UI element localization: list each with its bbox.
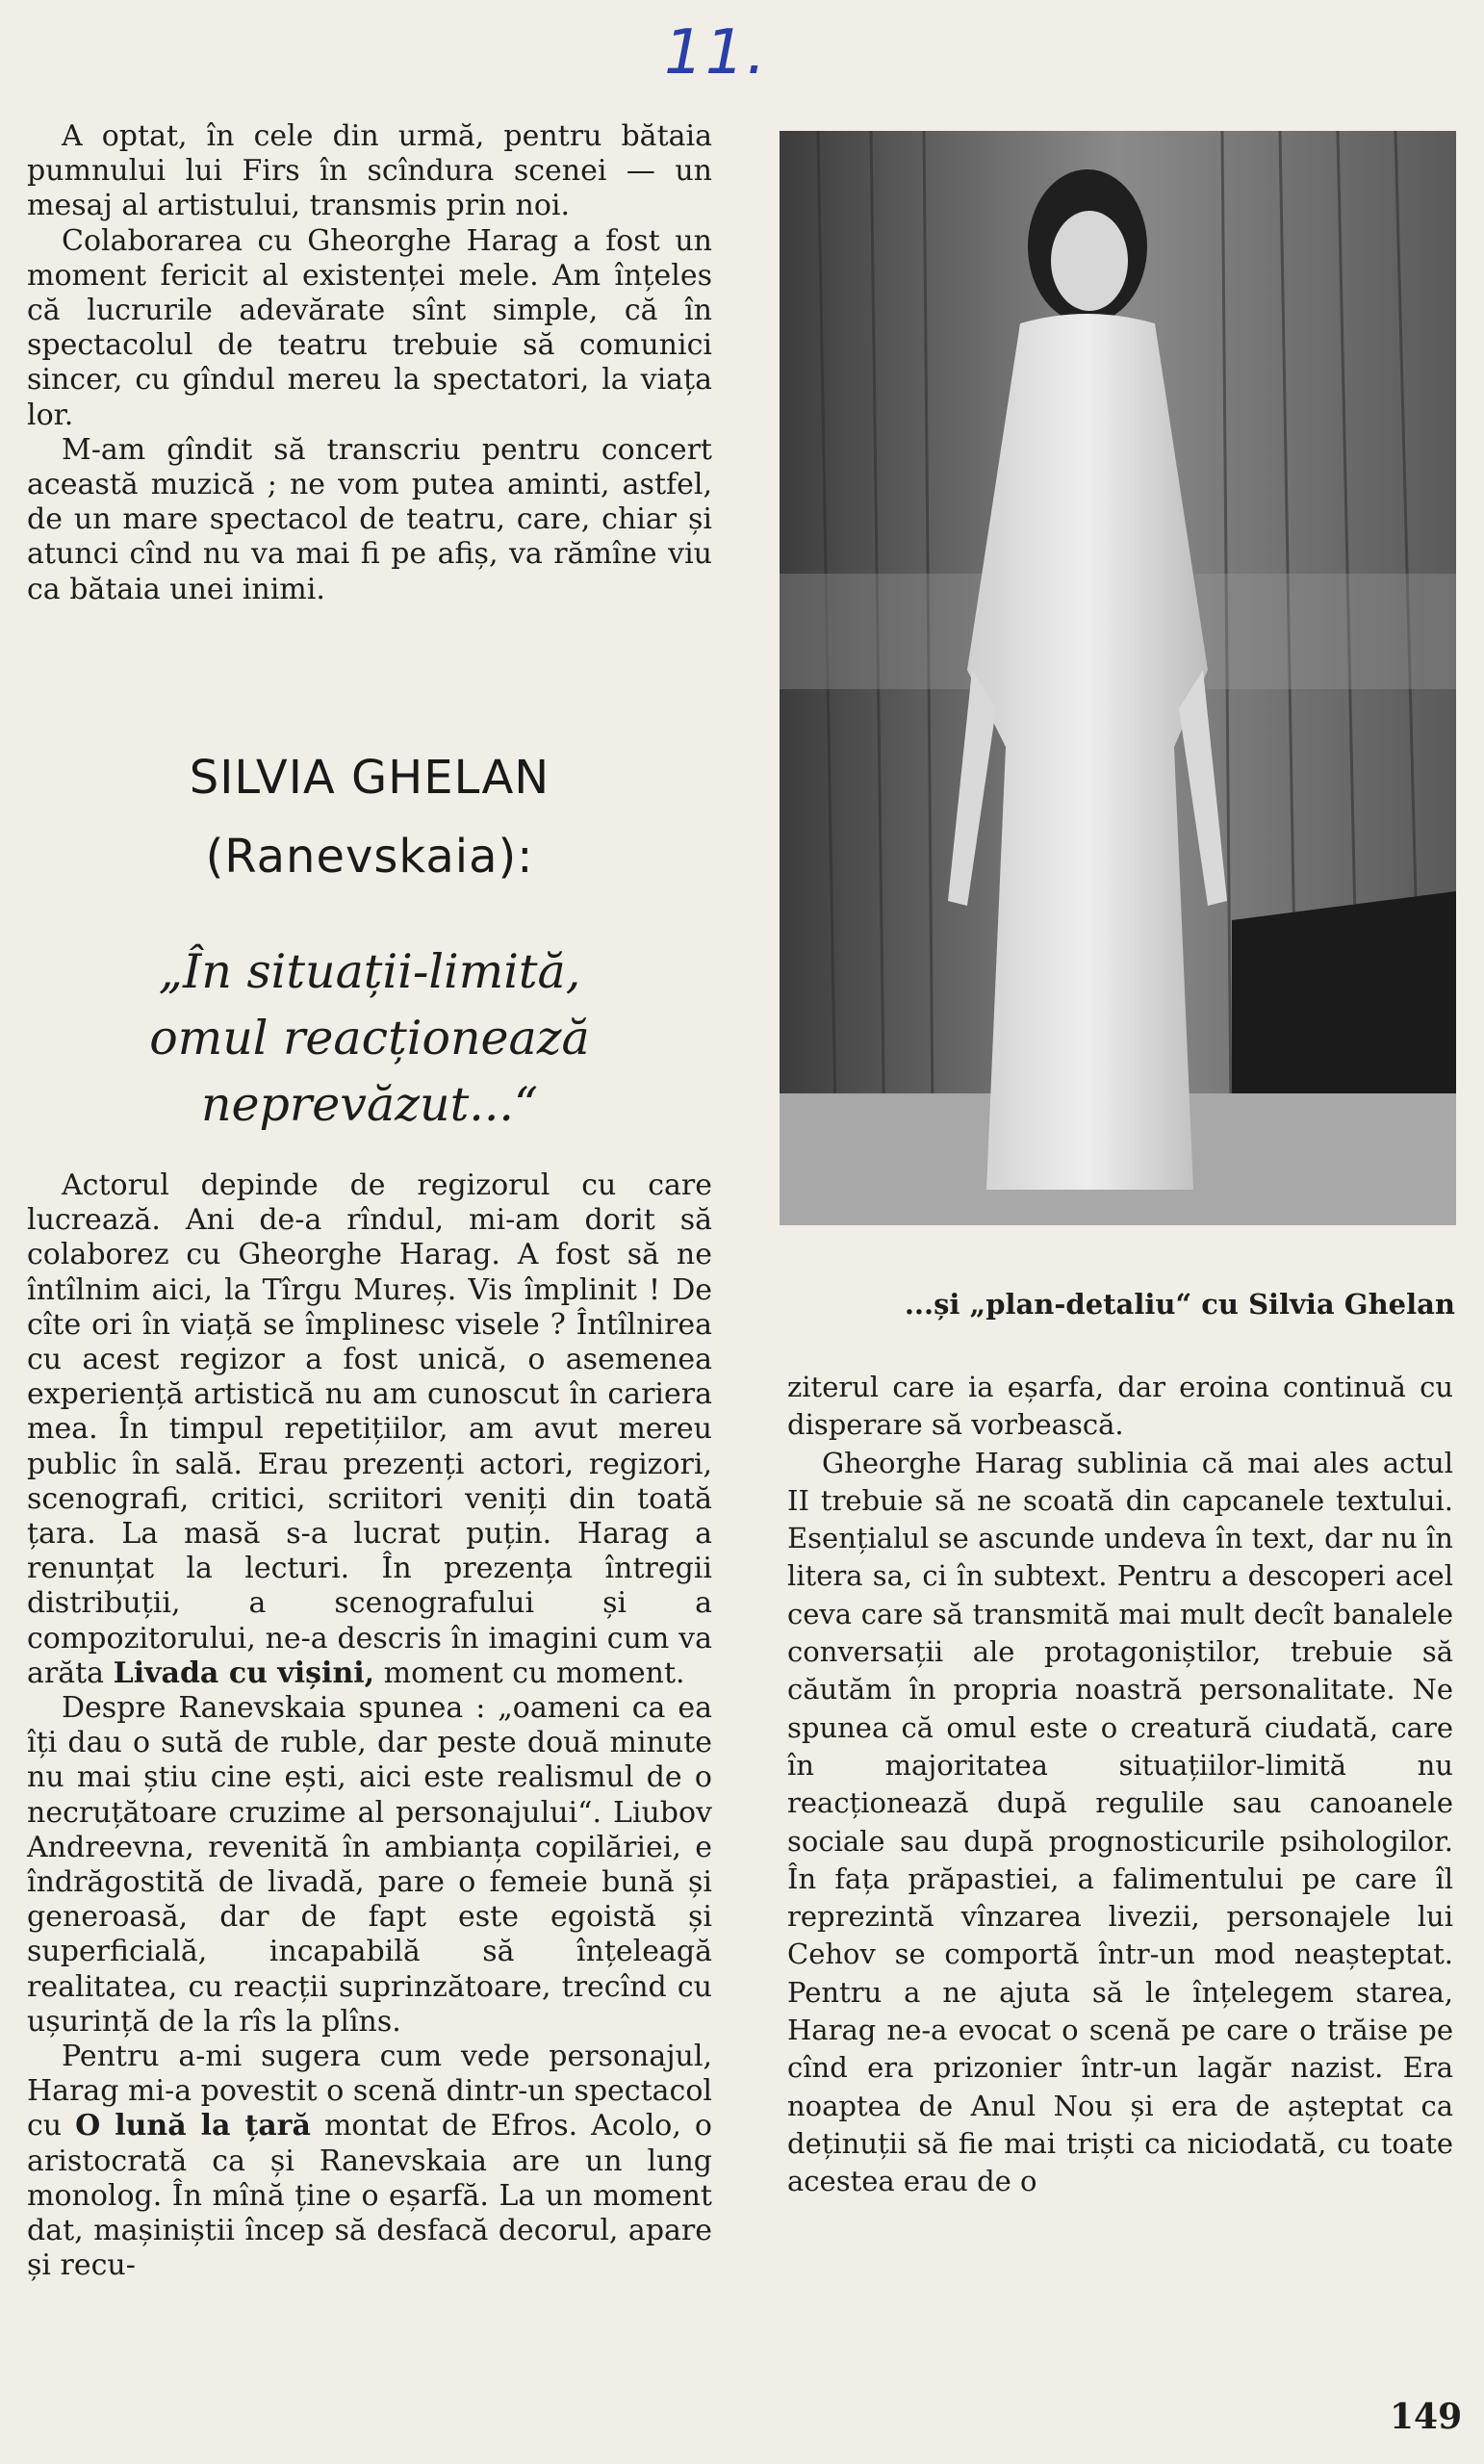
article-paragraph (27, 1168, 712, 1691)
photo-caption: ...și „plan-detaliu“ cu Silvia Ghelan (904, 1288, 1455, 1321)
pull-quote (27, 938, 712, 1138)
article-right-column (787, 1369, 1453, 2201)
page-number: 149 (1390, 2397, 1463, 2437)
article-paragraph: Despre Ranevskaia spunea : „oameni ca ea îți dau o sută de ruble, dar peste două minute nu mai știu cine ești, aici este realismul de o necruțătoare cruzime al personajului“. Liubov Andreevna, revenită în ambianța copilăriei, e îndrăgostită de livadă, pare o femeie bună și generoasă, dar de fapt este egoistă și superficială, incapabilă să înțeleagă realitatea, cu reacții suprinzătoare, trecînd cu ușurință de la rîs la plîns. (27, 1691, 712, 2039)
article-paragraph: ziterul care ia eșarfa, dar eroina continuă cu disperare să vorbească. (787, 1371, 1453, 1442)
actress-photo-image (780, 131, 1456, 1225)
intro-paragraph: A optat, în cele din urmă, pentru bătaia pumnului lui Firs în scîndura scenei — un mesaj al artistului, transmis prin noi. (27, 119, 712, 223)
intro-text-column (27, 119, 712, 607)
text-run: Actorul depinde de regizorul cu care lucrează. Ani de-a rîndul, mi-am dorit să colaborez cu Gheorghe Harag. A fost să ne întîlnim aici, la Tîrgu Mureș. Vis împlinit ! De cîte ori în viață se împlinesc visele ? Întîlnirea cu acest regizor a fost unică, o asemenea experiență artistică nu am cunoscut în cariera mea. În timpul repetițiilor, am avut mereu public în sală. Erau prezenți actori, regizori, scenografi, critici, scriitori veniți din toată țara. La masă s-a lucrat puțin. Harag a renunțat la lecturi. În prezența întregii distribuții, a scenografului și a compozitorului, ne-a descris în imagini cum va arăta (27, 1168, 712, 1690)
interviewee-role: (Ranevskaia): (205, 830, 534, 884)
text-run: Pentru a-mi sugera cum vede personajul, Harag mi-a povestit o scenă dintr-un spectacol cu (27, 2040, 712, 2143)
article-paragraph: Gheorghe Harag sublinia că mai ales actul II trebuie să ne scoată din capcanele textului. Esențialul se ascunde undeva în text, dar nu în litera sa, ci în subtext. Pentru a descoperi acel ceva care să transmită mai mult decît banalele conversații ale protagoniștilor, trebuie să căutăm în propria noastră personalitate. Ne spunea că omul este o creatură ciudată, care în majoritatea situațiilor-limită nu reacționează după regulile sau canoanele sociale sau după prognosticurile psihologilor. În fața prăpastiei, a falimentului pe care îl reprezintă vînzarea livezii, personajele lui Cehov se comportă într-un mod neașteptat. Pentru a ne ajuta să le înțelegem starea, Harag ne-a evocat o scenă pe care o trăise pe cînd era prizonier într-un lagăr nazist. Era noaptea de Anul Nou și era de așteptat ca deținuții să fie mai triști ca niciodată, cu toate acestea erau de o (787, 1446, 1453, 2198)
text-run: montat de Efros. Acolo, o aristocrată ca și Ranevskaia are un lung monolog. În mînă ține o eșarfă. La un moment dat, mașiniștii încep să desfacă decorul, apare și recu- (27, 2109, 712, 2283)
text-run: moment cu moment. (374, 1656, 685, 1690)
interviewee-name: SILVIA GHELAN (189, 751, 550, 805)
intro-paragraph: Colaborarea cu Gheorghe Harag a fost un moment fericit al existenței mele. Am înțeles că lucrurile adevărate sînt simple, că în spectacolul de teatru trebuie să comunici sincer, cu gîndul mereu la spectatori, la viața lor. (27, 223, 712, 432)
article-left-column (27, 1168, 712, 2284)
actress-photo (780, 131, 1456, 1225)
handwritten-page-number: 11. (664, 17, 768, 89)
intro-paragraph: M-am gîndit să transcriu pentru concert această muzică ; ne vom putea aminti, astfel, de un mare spectacol de teatru, care, chiar și atunci cînd nu va mai fi pe afiș, va rămîne viu ca bătaia unei inimi. (27, 432, 712, 606)
pull-quote-line: omul reacționează (149, 1011, 590, 1065)
pull-quote-line: neprevăzut...“ (200, 1077, 539, 1132)
play-title: O lună la țară (75, 2109, 311, 2143)
pull-quote-line: „În situații-limită, (158, 944, 581, 999)
play-title: Livada cu vișini, (113, 1656, 375, 1690)
article-paragraph (27, 2040, 712, 2283)
